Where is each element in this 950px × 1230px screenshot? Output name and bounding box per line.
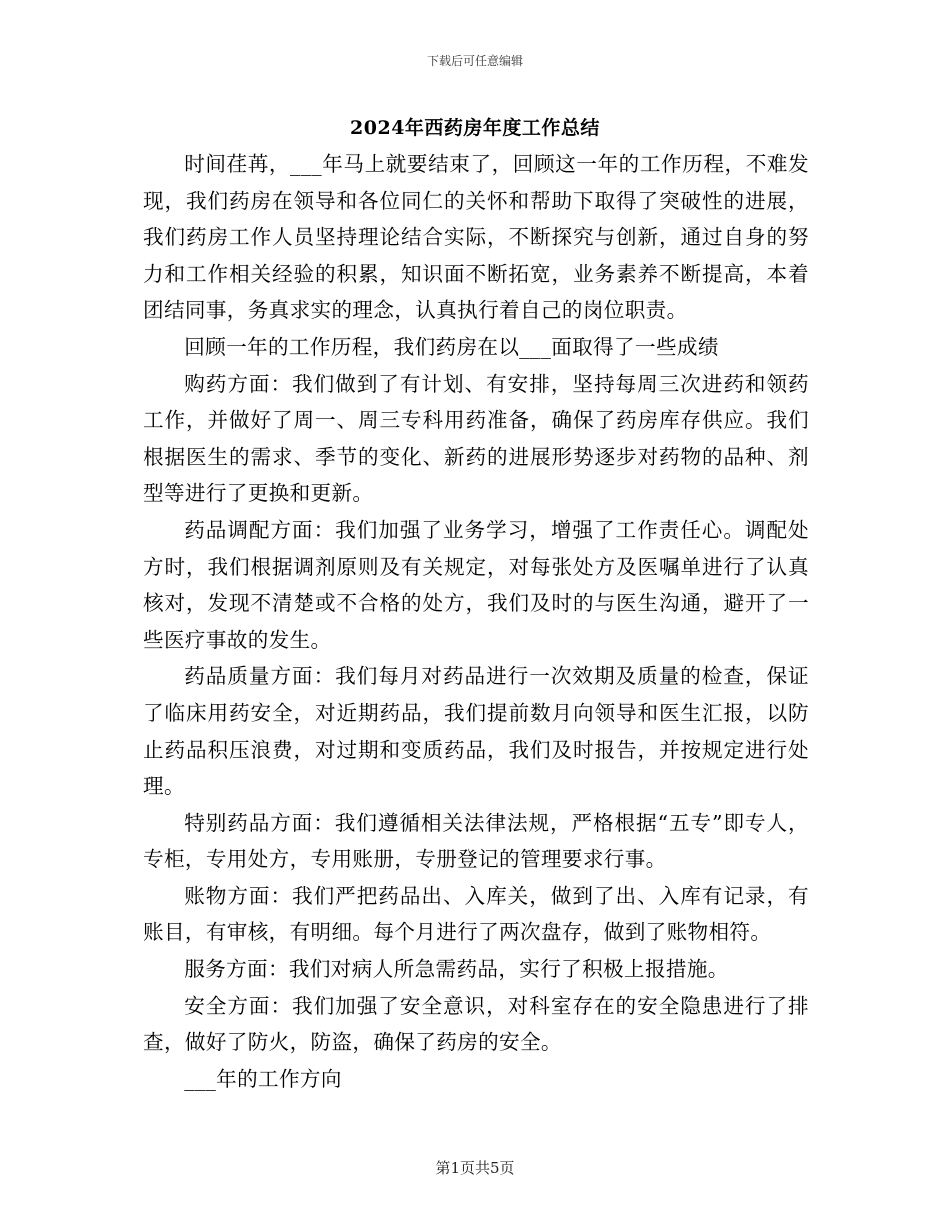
paragraph-accounts: 账物方面：我们严把药品出、入库关，做到了出、入库有记录，有账目，有审核，有明细。每个月进行了两次盘存，做到了账物相符。 (143, 883, 809, 945)
paragraph-safety: 安全方面：我们加强了安全意识，对科室存在的安全隐患进行了排查，做好了防火，防盗，确保了药房的安全。 (143, 993, 809, 1055)
document-title: 2024年西药房年度工作总结 (350, 117, 600, 139)
paragraph-quality: 药品质量方面：我们每月对药品进行一次效期及质量的检查，保证了临床用药安全，对近期药品，我们提前数月向领导和医生汇报，以防止药品积压浪费，对过期和变质药品，我们及时报告，并按规定进行处理。 (143, 664, 809, 799)
paragraph-review: 回顾一年的工作历程，我们药房在以___面取得了一些成绩 (184, 334, 719, 359)
page-number: 第1页共5页 (435, 1159, 515, 1177)
paragraph-intro: 时间荏苒，___年马上就要结束了，回顾这一年的工作历程，不难发现，我们药房在领导和各位同仁的关怀和帮助下取得了突破性的进展，我们药房工作人员坚持理论结合实际，不断探究与创新，通过自身的努力和工作相关经验的积累，知识面不断拓宽，业务素养不断提高，本着团结同事，务真求实的理念，认真执行着自己的岗位职责。 (143, 152, 809, 323)
document-body (143, 146, 809, 1097)
paragraph-service: 服务方面：我们对病人所急需药品，实行了积极上报措施。 (184, 957, 729, 982)
paragraph-special-drugs: 特别药品方面：我们遵循相关法律法规，严格根据“五专”即专人，专柜，专用处方，专用账册，专册登记的管理要求行事。 (143, 810, 809, 872)
paragraph-purchasing: 购药方面：我们做到了有计划、有安排，坚持每周三次进药和领药工作，并做好了周一、周三专科用药准备，确保了药房库存供应。我们根据医生的需求、季节的变化、新药的进展形势逐步对药物的品种、剂型等进行了更换和更新。 (143, 371, 809, 506)
paragraph-dispensing: 药品调配方面：我们加强了业务学习，增强了工作责任心。调配处方时，我们根据调剂原则及有关规定，对每张处方及医嘱单进行了认真核对，发现不清楚或不合格的处方，我们及时的与医生沟通，避开了一些医疗事故的发生。 (143, 517, 809, 652)
paragraph-next-year-heading: ___年的工作方向 (184, 1066, 342, 1091)
page-header-note: 下载后可任意编辑 (426, 54, 523, 68)
